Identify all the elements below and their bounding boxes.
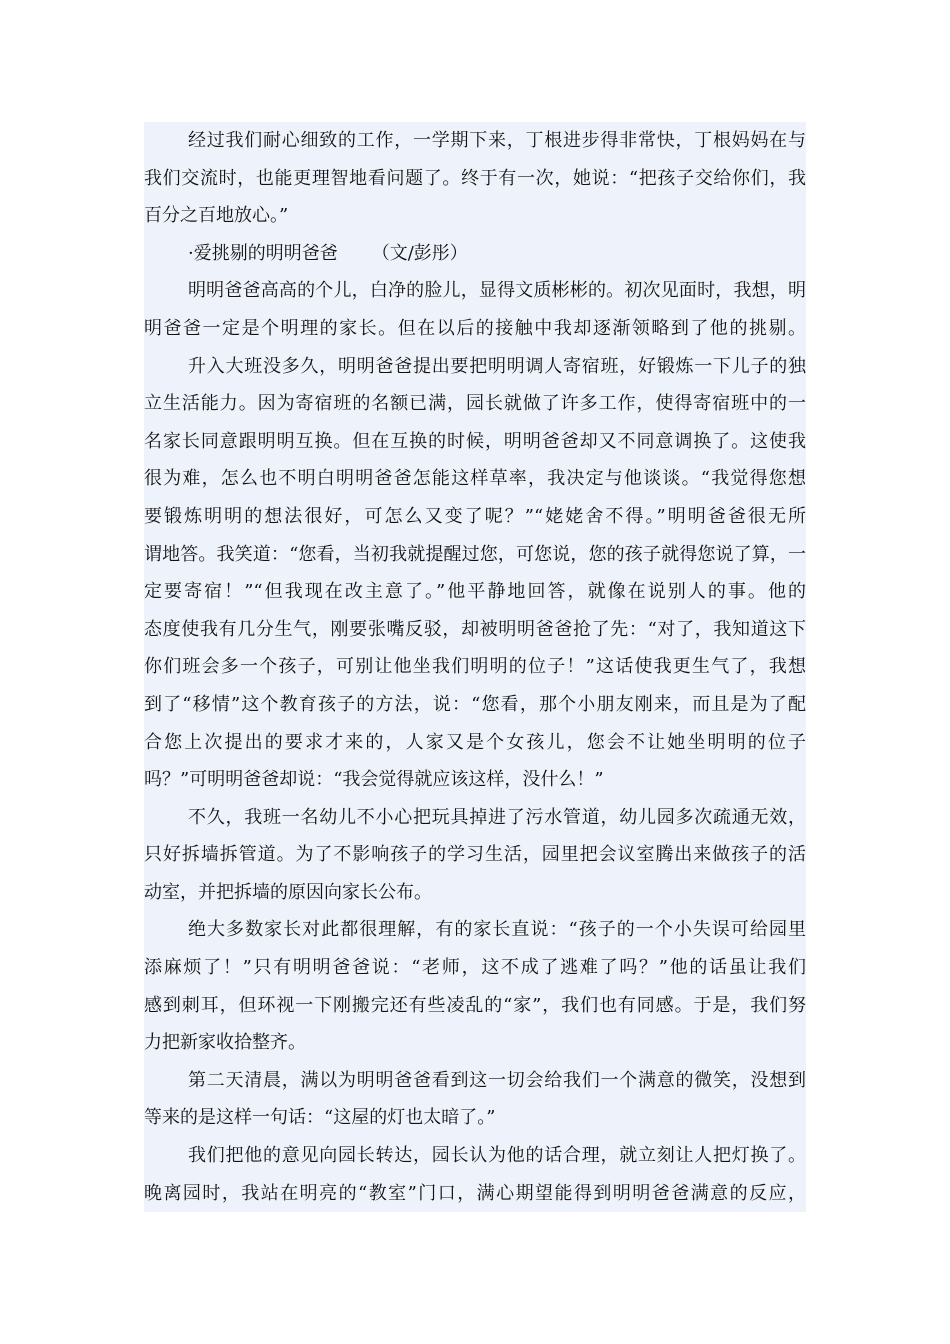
section-byline: （文/彭彤） [371,242,468,264]
text-line: 不久，我班一名幼儿不小心把玩具掉进了污水管道，幼儿园多次疏通无效， [188,806,806,828]
text-line: 吗？”可明明爸爸却说：“我会觉得就应该这样，没什么！” [144,769,604,791]
text-line: 态度使我有几分生气，刚要张嘴反驳，却被明明爸爸抢了先：“对了，我知道这下 [144,618,806,640]
text-line: 要锻炼明明的想法很好，可怎么又变了呢？”“姥姥舍不得。”明明爸爸很无所 [144,505,806,527]
text-line: 升入大班没多久，明明爸爸提出要把明明调人寄宿班，好锻炼一下儿子的独 [188,355,806,377]
text-line: 明明爸爸高高的个儿，白净的脸儿，显得文质彬彬的。初次见面时，我想，明 [188,280,806,302]
text-line: 百分之百地放心。” [144,205,289,227]
text-line: 定要寄宿！”“但我现在改主意了。”他平静地回答，就像在说别人的事。他的 [144,581,806,603]
section-heading-line [144,235,806,273]
text-line: 感到刺耳，但环视一下刚搬完还有些凌乱的“家”，我们也有同感。于是，我们努 [144,994,806,1016]
text-line: 动室，并把拆墙的原因向家长公布。 [144,881,432,903]
text-line: 绝大多数家长对此都很理解，有的家长直说：“孩子的一个小失误可给园里 [188,919,806,941]
text-line: 合您上次提出的要求才来的，人家又是个女孩儿，您会不让她坐明明的位子 [144,731,806,753]
text-line: 谓地答。我笑道：“您看，当初我就提醒过您，可您说，您的孩子就得您说了算，一 [144,543,806,565]
text-line: 力把新家收拾整齐。 [144,1032,306,1054]
article-body [144,122,806,1212]
text-line: 立生活能力。因为寄宿班的名额已满，园长就做了许多工作，使得寄宿班中的一 [144,393,806,415]
section-heading: ·爱挑剔的明明爸爸 [188,242,338,264]
text-line: 到了“移情”这个教育孩子的方法，说：“您看，那个小朋友刚来，而且是为了配 [144,693,806,715]
text-line: 经过我们耐心细致的工作，一学期下来，丁根进步得非常快，丁根妈妈在与 [188,130,806,151]
text-line: 很为难，怎么也不明白明明爸爸怎能这样草率，我决定与他谈谈。“我觉得您想 [144,468,806,490]
text-line: 等来的是这样一句话：“这屋的灯也太暗了。” [144,1107,496,1129]
text-line: 名家长同意跟明明互换。但在互换的时候，明明爸爸却又不同意调换了。这使我 [144,430,806,452]
text-line: 第二天清晨，满以为明明爸爸看到这一切会给我们一个满意的微笑，没想到 [188,1069,806,1091]
text-line: 你们班会多一个孩子，可别让他坐我们明明的位子！”这话使我更生气了，我想 [144,656,806,678]
text-line: 只好拆墙拆管道。为了不影响孩子的学习生活，园里把会议室腾出来做孩子的活 [144,844,806,866]
text-line: 明爸爸一定是个明理的家长。但在以后的接触中我却逐渐领略到了他的挑剔。 [144,317,806,339]
text-line: 晚离园时，我站在明亮的“教室”门口，满心期望能得到明明爸爸满意的反应， [144,1182,806,1204]
text-line: 我们交流时，也能更理智地看问题了。终于有一次，她说：“把孩子交给你们，我 [144,167,806,189]
text-line: 我们把他的意见向园长转达，园长认为他的话合理，就立刻让人把灯换了。 [188,1145,806,1167]
text-line: 添麻烦了！”只有明明爸爸说：“老师，这不成了逃难了吗？”他的话虽让我们 [144,957,806,979]
